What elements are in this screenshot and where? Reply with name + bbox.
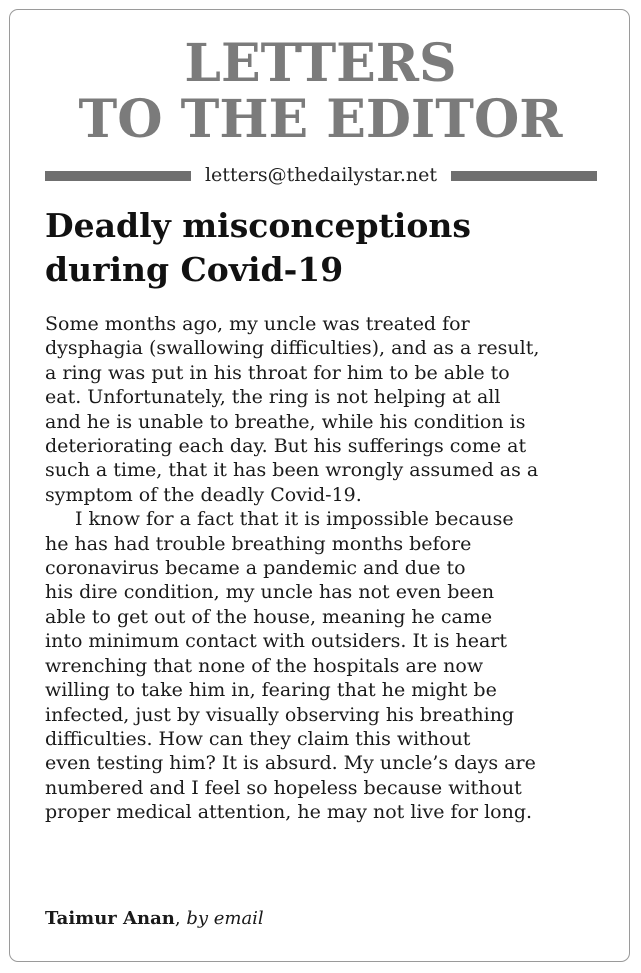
text-line: difficulties. How can they claim this without [45, 727, 471, 750]
paragraph-2 [45, 507, 605, 824]
headline-line-2: during Covid-19 [45, 250, 344, 289]
section-masthead [0, 33, 641, 150]
masthead-line-1: LETTERS [184, 33, 457, 94]
text-line: coronavirus became a pandemic and due to [45, 557, 466, 580]
text-line: infected, just by visually observing his breathing [45, 703, 515, 726]
left-rule [45, 171, 191, 181]
signature-separator: , [174, 908, 187, 929]
right-rule [451, 171, 597, 181]
text-line: into minimum contact with outsiders. It is heart [45, 630, 508, 653]
text-line: he has had trouble breathing months before [45, 532, 472, 555]
text-line: eat. Unfortunately, the ring is not helping at all [45, 386, 501, 409]
text-line: Some months ago, my uncle was treated for [45, 313, 470, 335]
author-name: Taimur Anan [45, 908, 175, 929]
author-signature [45, 906, 264, 932]
text-line: a ring was put in his throat for him to be able to [45, 361, 510, 384]
text-line: wrenching that none of the hospitals are now [45, 654, 484, 677]
text-line: willing to take him in, fearing that he might be [45, 679, 497, 702]
text-line: even testing him? It is absurd. My uncle’s days are [45, 752, 536, 775]
text-line: symptom of the deadly Covid-19. [45, 483, 362, 506]
masthead-line-2: TO THE EDITOR [78, 89, 563, 150]
text-line: deteriorating each day. But his sufferings come at [45, 435, 527, 458]
submission-method: by email [186, 908, 264, 929]
article-body [45, 312, 605, 825]
article-headline [45, 204, 605, 292]
text-line: numbered and I feel so hopeless because without [45, 776, 522, 799]
headline-line-1: Deadly misconceptions [45, 206, 471, 245]
text-line: such a time, that it has been wrongly assumed as a [45, 459, 539, 482]
text-line: able to get out of the house, meaning he came [45, 605, 493, 628]
email-row [45, 162, 597, 188]
paragraph-1 [45, 312, 605, 507]
text-line: and he is unable to breathe, while his condition is [45, 410, 526, 433]
text-line: proper medical attention, he may not live for long. [45, 801, 533, 824]
text-line: his dire condition, my uncle has not even been [45, 581, 495, 604]
text-line: I know for a fact that it is impossible because [75, 508, 514, 531]
text-line: dysphagia (swallowing difficulties), and as a result, [45, 337, 540, 360]
editor-email-link[interactable]: letters@thedailystar.net [204, 164, 438, 186]
